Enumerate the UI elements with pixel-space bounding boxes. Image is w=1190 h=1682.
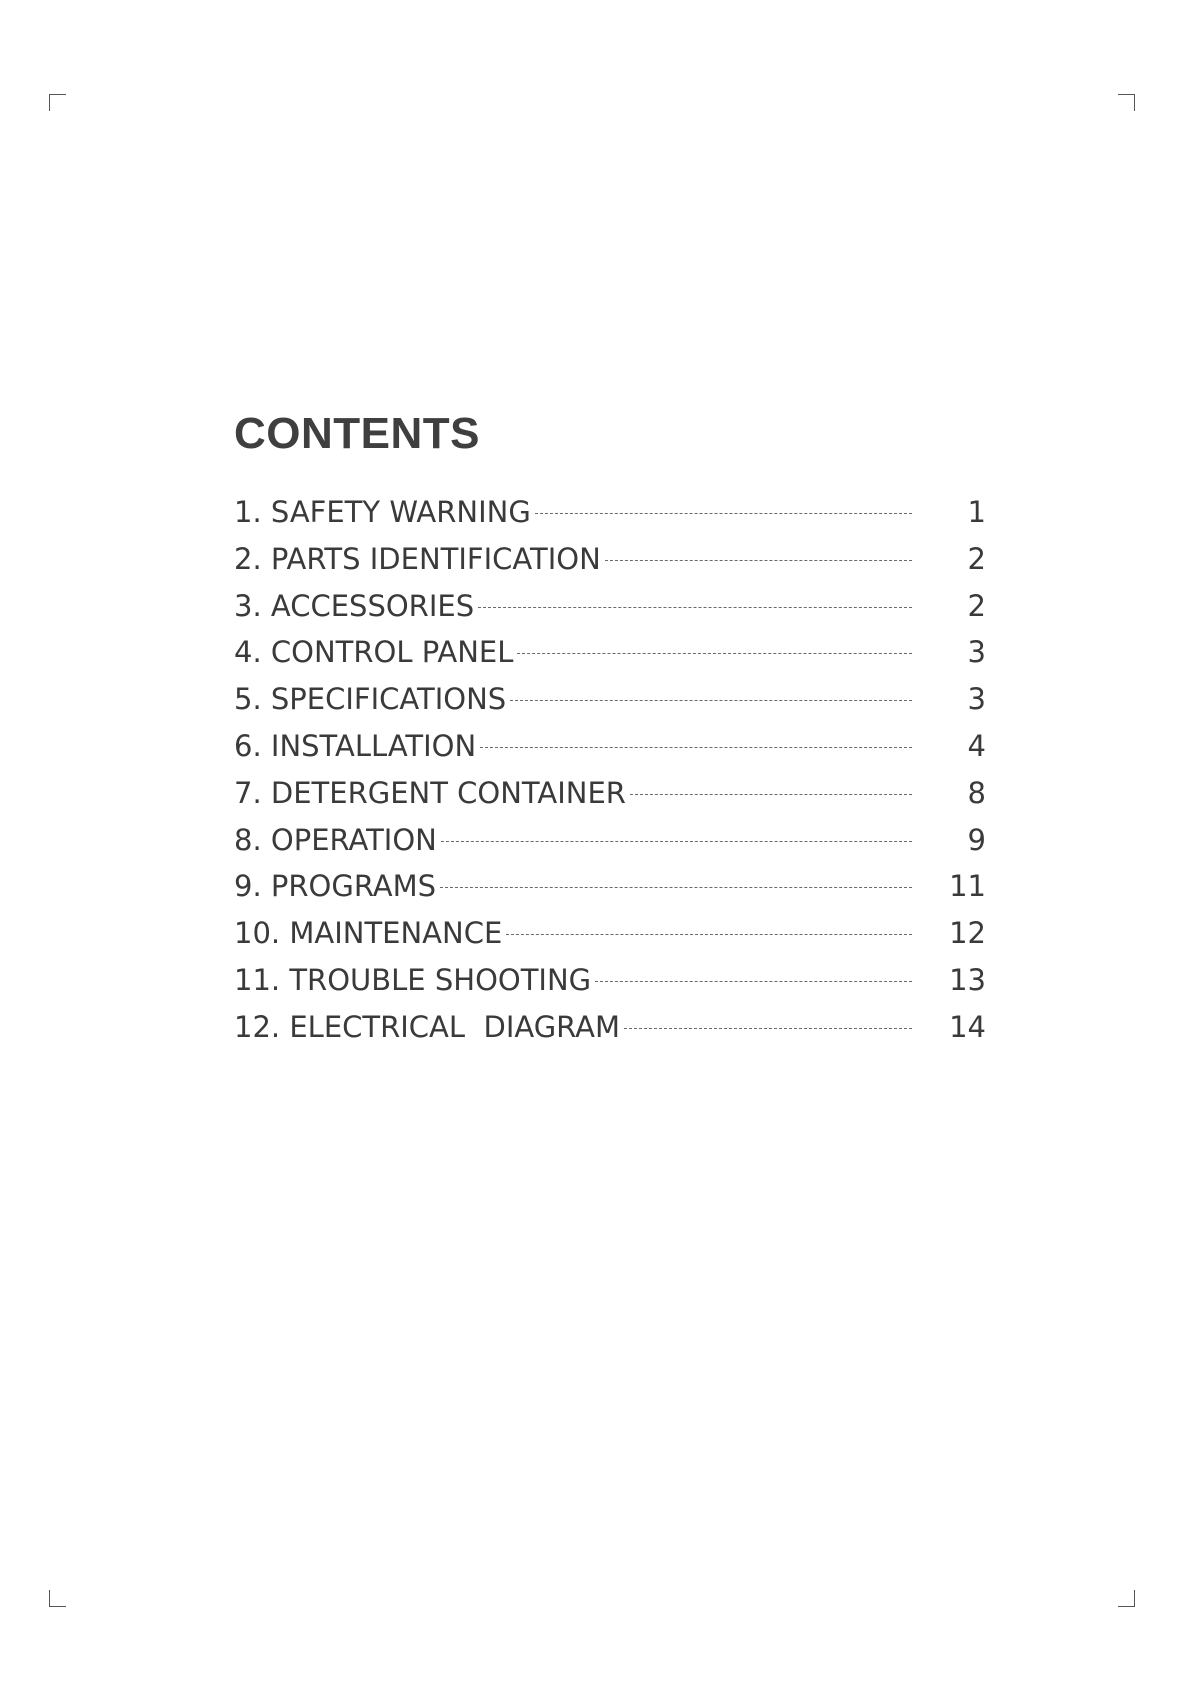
toc-entry-label: 11. TROUBLE SHOOTING <box>234 962 592 997</box>
crop-mark-top-left <box>49 94 66 111</box>
toc-entry-page: 13 <box>949 962 986 997</box>
toc-entry <box>234 495 986 542</box>
crop-mark-top-right <box>1118 94 1135 111</box>
toc-dot-leader <box>480 747 912 748</box>
toc-entry-label: 10. MAINTENANCE <box>234 916 503 951</box>
toc-entry <box>234 589 986 636</box>
toc-entry-label: 8. OPERATION <box>234 822 437 857</box>
toc-entry-page: 2 <box>967 541 986 576</box>
toc-entry-label: 1. SAFETY WARNING <box>234 495 531 529</box>
toc-entry-label: 5. SPECIFICATIONS <box>234 682 507 717</box>
toc-dot-leader <box>440 887 912 888</box>
toc-entry-label: 12. ELECTRICAL DIAGRAM <box>234 1009 621 1044</box>
toc-entry-page: 9 <box>967 822 986 857</box>
contents-heading: CONTENTS <box>234 409 480 458</box>
toc-dot-leader <box>630 794 912 795</box>
toc-dot-leader <box>535 513 912 514</box>
table-of-contents <box>234 495 986 1057</box>
toc-entry <box>234 776 986 823</box>
crop-mark-bottom-right <box>1118 1590 1135 1607</box>
toc-dot-leader <box>510 700 912 701</box>
toc-entry-label: 3. ACCESSORIES <box>234 588 475 623</box>
toc-entry <box>234 635 986 682</box>
toc-dot-leader <box>624 1028 912 1029</box>
toc-entry-label: 4. CONTROL PANEL <box>234 635 514 670</box>
toc-entry-page: 3 <box>967 635 986 670</box>
toc-entry <box>234 682 986 729</box>
toc-dot-leader <box>478 607 912 608</box>
toc-entry-label: 6. INSTALLATION <box>234 728 477 763</box>
toc-entry-label: 2. PARTS IDENTIFICATION <box>234 541 601 576</box>
toc-entry-page: 14 <box>949 1009 986 1044</box>
toc-entry-page: 4 <box>967 728 986 763</box>
toc-entry-page: 8 <box>967 775 986 810</box>
toc-entry-page: 11 <box>949 869 986 904</box>
toc-entry <box>234 869 986 916</box>
toc-entry <box>234 729 986 776</box>
toc-entry-page: 2 <box>967 588 986 623</box>
toc-dot-leader <box>441 841 912 842</box>
toc-entry <box>234 963 986 1010</box>
toc-dot-leader <box>517 653 912 654</box>
toc-entry <box>234 916 986 963</box>
toc-entry-page: 1 <box>967 495 986 529</box>
toc-entry-label: 7. DETERGENT CONTAINER <box>234 775 626 810</box>
toc-entry <box>234 542 986 589</box>
toc-dot-leader <box>506 934 912 935</box>
toc-entry-page: 3 <box>967 682 986 717</box>
toc-entry <box>234 823 986 870</box>
toc-entry-page: 12 <box>949 916 986 951</box>
toc-dot-leader <box>605 560 912 561</box>
crop-mark-bottom-left <box>49 1590 66 1607</box>
toc-entry-label: 9. PROGRAMS <box>234 869 437 904</box>
toc-entry <box>234 1010 986 1057</box>
toc-dot-leader <box>595 981 912 982</box>
